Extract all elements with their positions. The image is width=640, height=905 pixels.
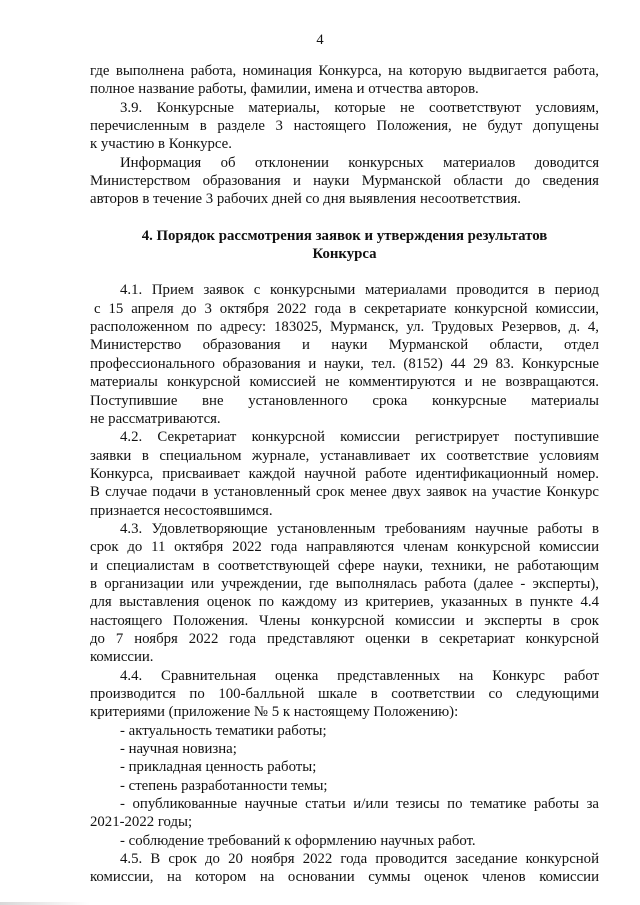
text-line: 2021-2022 годы; — [90, 814, 193, 831]
text-line: признается несостоявшимся. — [90, 502, 273, 519]
text-line: - опубликованные научные статьи и/или тезисы по тематике работы за — [120, 796, 599, 813]
list-item-last — [90, 832, 599, 850]
text-line: 4.3. Удовлетворяющие установленным требованиям научные работы в — [120, 520, 599, 537]
heading-line: Конкурса — [312, 246, 377, 263]
text-line: 3.9. Конкурсные материалы, которые не соответствуют условиям, — [120, 99, 599, 116]
text-line: заявки в специальном журнале, устанавливает их соответствие условиям — [90, 447, 599, 464]
list-item: - степень разработанности темы; — [120, 777, 328, 794]
text-line: 4.2. Секретариат конкурсной комиссии регистрирует поступившие — [120, 429, 599, 446]
list-item: - актуальность тематики работы; — [120, 722, 327, 739]
text-line: Конкурса, присваивает каждой научной работе идентификационный номер. — [90, 465, 599, 482]
text-line: Министерством образования и науки Мурманской области до сведения — [90, 173, 599, 190]
text-line: авторов в течение 3 рабочих дней со дня выявления несоответствия. — [90, 191, 521, 208]
text-line: 4.1. Прием заявок с конкурсными материалами проводится в период — [120, 282, 599, 299]
text-line: и специалистам в соответствующей сфере науки, техники, не работающим — [90, 557, 599, 574]
text-line: - соблюдение требований к оформлению научных работ. — [120, 832, 476, 849]
paragraph-3-8-continuation — [90, 62, 599, 99]
text-line: Поступившие вне установленного срока конкурсные материалы — [90, 392, 599, 409]
text-line: Министерство образования и науки Мурманской области, отдел — [90, 337, 599, 354]
text-line: срок до 11 октября 2022 года направляются членам конкурсной комиссии — [90, 539, 599, 556]
paragraph-4-1 — [90, 281, 599, 428]
text-line: В случае подачи в установленный срок менее двух заявок на участие Конкурс — [90, 484, 599, 501]
text-line: не рассматриваются. — [90, 410, 221, 427]
text-line: полное название работы, фамилии, имена и отчества авторов. — [90, 81, 479, 98]
text-line: к участию в Конкурсе. — [90, 136, 232, 153]
text-line: перечисленным в разделе 3 настоящего Положения, не будут допущены — [90, 118, 599, 135]
paragraph-4-4 — [90, 667, 599, 722]
list-item: - научная новизна; — [120, 741, 237, 758]
list-item: - прикладная ценность работы; — [120, 759, 317, 776]
paragraph-3-9 — [90, 99, 599, 154]
page-number: 4 — [316, 32, 324, 48]
text-line: материалы конкурсной комиссией не комментируются и не возвращаются. — [90, 374, 599, 391]
text-line: для выставления оценок по каждому из критериев, указанных в пункте 4.4 — [90, 594, 599, 611]
paragraph-4-2 — [90, 428, 599, 520]
text-line: 4.4. Сравнительная оценка представленных на Конкурс работ — [120, 667, 599, 684]
paragraph-4-5 — [90, 850, 599, 887]
section-4-heading — [90, 227, 599, 264]
text-line: до 7 ноября 2022 года представляют оценки в секретариат конкурсной — [90, 630, 599, 647]
paragraph-rejection-info — [90, 154, 599, 209]
text-line: профессионального образования и науки, тел. (8152) 44 29 83. Конкурсные — [90, 355, 599, 372]
text-line: с 15 апреля до 3 октября 2022 года в секретариате конкурсной комиссии, — [94, 300, 599, 317]
text-line: комиссии, на котором на основании суммы оценок членов комиссии — [90, 869, 599, 886]
text-line: производится по 100-балльной шкале в соответствии со следующими — [90, 686, 599, 702]
text-line: 4.5. В срок до 20 ноября 2022 года проводится заседание конкурсной — [120, 851, 599, 868]
text-line: расположенном по адресу: 183025, Мурманск, ул. Трудовых Резервов, д. 4, — [90, 319, 599, 336]
text-line: настоящего Положения. Члены конкурсной комиссии и эксперты в срок — [90, 612, 599, 629]
paragraph-4-3 — [90, 520, 599, 667]
text-line: комиссии. — [90, 649, 154, 666]
text-line: где выполнена работа, номинация Конкурса, на которую выдвигается работа, — [90, 63, 599, 79]
document-body — [90, 62, 599, 887]
criteria-list — [90, 722, 599, 795]
list-item-publications — [90, 795, 599, 832]
text-line: в организации или учреждении, где выполнялась работа (далее - эксперты), — [90, 575, 599, 592]
text-line: критериями (приложение № 5 к настоящему Положению): — [90, 704, 459, 721]
heading-line: 4. Порядок рассмотрения заявок и утверждения результатов — [141, 227, 548, 244]
text-line: Информация об отклонении конкурсных материалов доводится — [120, 154, 599, 171]
